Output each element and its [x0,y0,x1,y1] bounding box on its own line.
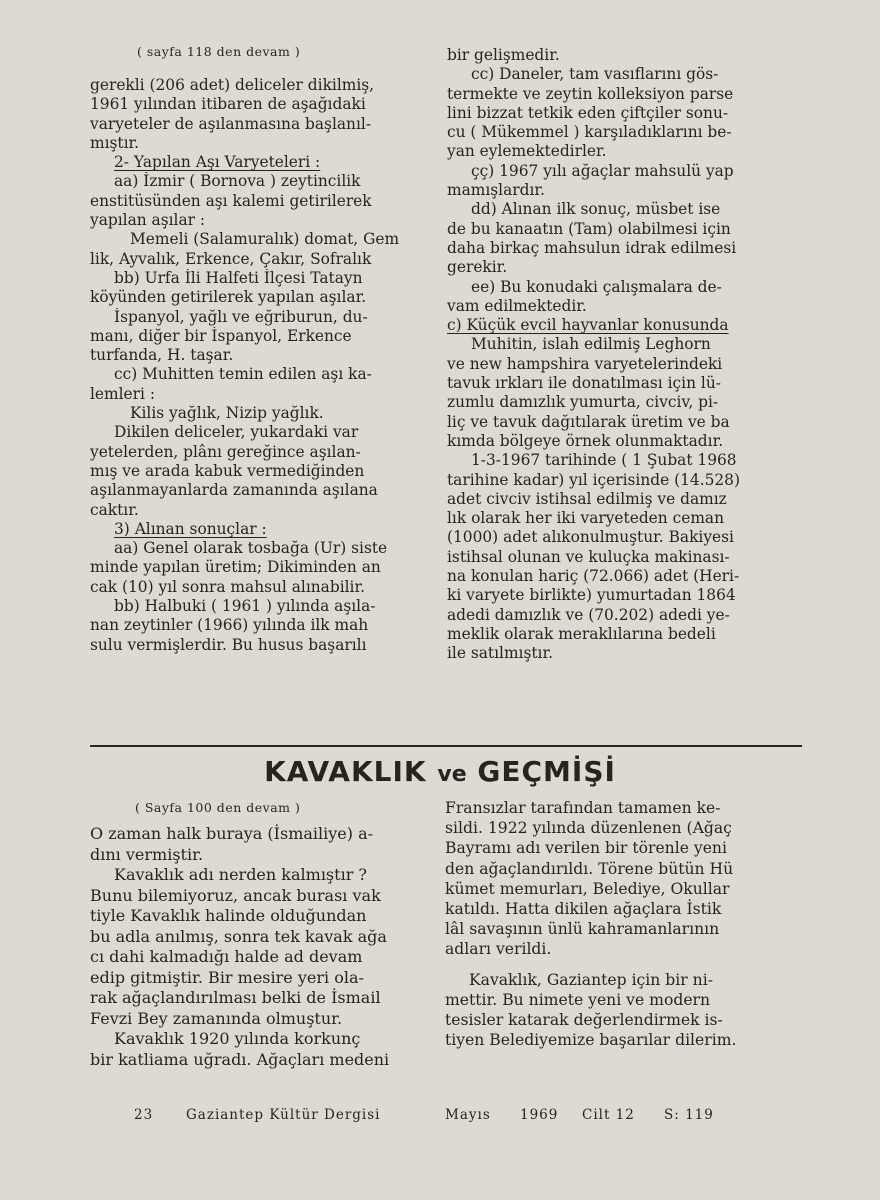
footer-page-number: 23 [134,1107,154,1123]
text-line: yapılan aşılar : [90,211,206,230]
text-line: kımda bölgeye örnek olunmaktadır. [447,431,724,450]
text-line: Fevzi Bey zamanında olmuştur. [90,1008,343,1028]
text-line: bu adla anılmış, sonra tek kavak ağa [90,926,387,946]
text-line: tarihine kadar) yıl içerisinde (14.528) [447,470,740,489]
text-line: cc) Muhitten temin edilen aşı ka- [114,365,372,384]
text-line: aa) İzmir ( Bornova ) zeytincilik [114,172,361,191]
text-line: lemleri : [90,384,156,403]
text-line: Bunu bilemiyoruz, ancak burası vak [90,885,381,905]
text-line: ki varyete birlikte) yumurtadan 1864 [447,586,736,605]
text-line: tavuk ırkları ile donatılması için lü- [447,374,721,393]
text-line: liç ve tavuk dağıtılarak üretim ve ba [447,412,730,431]
text-line: cc) Daneler, tam vasıflarını gös- [471,65,719,84]
text-line: mamışlardır. [447,181,545,200]
text-line: Kavaklık, Gaziantep için bir ni- [469,970,713,989]
text-line: nan zeytinler (1966) yılında ilk mah [90,616,369,635]
text-line: meklik olarak meraklılarına bedeli [447,624,716,643]
section-divider [90,745,802,747]
text-line: aşılanmayanlarda zamanında aşılana [90,481,378,500]
text-line: İspanyol, yağlı ve eğriburun, du- [114,307,368,326]
text-line: Bayramı adı verilen bir törenle yeni [445,839,727,858]
text-line: köyünden getirilerek yapılan aşılar. [90,288,367,307]
text-line: gerekir. [447,258,508,277]
footer-volume: Cilt 12 [582,1107,635,1123]
text-line: na konulan hariç (72.066) adet (Heri- [447,567,740,586]
text-line: caktır. [90,500,139,519]
text-line: vam edilmektedir. [447,296,587,315]
text-line: bb) Urfa İli Halfeti İlçesi Tatayn [114,268,363,287]
text-line: O zaman halk buraya (İsmailiye) a- [90,824,374,843]
footer-issue: S: 119 [664,1107,714,1123]
text-line: zumlu damızlık yumurta, civciv, pi- [447,393,719,412]
text-line: lâl savaşının ünlü kahramanlarının [445,920,720,939]
text-line: daha birkaç mahsulun idrak edilmesi [447,238,737,257]
text-line: varyeteler de aşılanmasına başlanıl- [90,114,372,133]
text-line: sildi. 1922 yılında düzenlenen (Ağaç [445,819,732,838]
text-line: c) Küçük evcil hayvanlar konusunda [447,316,729,335]
text-line: Muhitin, islah edilmiş Leghorn [471,335,711,354]
text-line: lik, Ayvalık, Erkence, Çakır, Sofralık [90,249,372,268]
top-right-column [447,46,782,664]
text-line: bir gelişmedir. [447,46,560,64]
footer-month: Mayıs [445,1107,491,1123]
text-line: bir katliama uğradı. Ağaçları medeni [90,1049,390,1069]
text-line: edip gitmiştir. Bir mesire yeri ola- [90,967,364,987]
text-line: çç) 1967 yılı ağaçlar mahsulü yap [471,161,734,180]
text-line: enstitüsünden aşı kalemi getirilerek [90,191,372,210]
text-line: 1-3-1967 tarihinde ( 1 Şubat 1968 [471,451,737,470]
text-line: Kilis yağlık, Nizip yağlık. [130,404,324,423]
continued-note-article: ( Sayfa 100 den devam ) [135,800,301,815]
text-line: Fransızlar tarafından tamamen ke- [445,799,721,817]
article-left-column [90,824,425,1070]
text-line: tiyle Kavaklık halinde olduğundan [90,906,367,925]
text-line: dını vermiştir. [90,844,204,864]
top-left-column [90,76,425,655]
text-line: lini bizzat tetkik eden çiftçiler sonu- [447,103,729,122]
text-line: adedi damızlık ve (70.202) adedi ye- [447,605,730,624]
text-line: termekte ve zeytin kolleksiyon parse [447,84,734,103]
text-line: istihsal olunan ve kuluçka makinası- [447,547,730,566]
text-line: kümet memurları, Belediye, Okullar [445,879,730,898]
text-line: aa) Genel olarak tosbağa (Ur) siste [114,539,388,558]
text-line: cu ( Mükemmel ) karşıladıklarını be- [447,123,732,142]
footer-journal: Gaziantep Kültür Dergisi [186,1107,381,1123]
text-line: Kavaklık adı nerden kalmıştır ? [114,865,367,884]
text-line: gerekli (206 adet) deliceler dikilmiş, [90,76,375,94]
text-line: Kavaklık 1920 yılında korkunç [114,1029,361,1048]
text-line: den ağaçlandırıldı. Törene bütün Hü [445,859,734,878]
text-line: lık olarak her iki varyeteden ceman [447,509,725,528]
text-line: mış ve arada kabuk vermediğinden [90,461,365,480]
text-line: bb) Halbuki ( 1961 ) yılında aşıla- [114,597,376,616]
text-line: minde yapılan üretim; Dikiminden an [90,558,381,577]
text-line: adları verildi. [445,940,552,959]
text-line: yetelerden, plânı gereğince aşılan- [90,442,361,461]
text-line: mettir. Bu nimete yeni ve modern [445,990,711,1009]
text-line: sulu vermişlerdir. Bu husus başarılı [90,635,367,654]
text-line: rak ağaçlandırılması belki de İsmail [90,988,381,1007]
continued-note-top: ( sayfa 118 den devam ) [137,44,301,59]
text-line: turfanda, H. taşar. [90,346,234,365]
text-line: 3) Alınan sonuçlar : [114,519,267,538]
text-line: ile satılmıştır. [447,644,554,663]
text-line: adet civciv istihsal edilmiş ve damız [447,489,727,508]
text-line: ee) Bu konudaki çalışmalara de- [471,277,722,296]
text-line: tesisler katarak değerlendirmek is- [445,1011,723,1030]
footer-year: 1969 [520,1107,559,1123]
text-line: manı, diğer bir İspanyol, Erkence [90,326,352,345]
text-line: mıştır. [90,133,140,152]
text-line: dd) Alınan ilk sonuç, müsbet ise [471,200,721,219]
title-joiner: ve [437,762,467,787]
text-line: yan eylemektedirler. [447,142,607,161]
text-line: cı dahi kalmadığı halde ad devam [90,947,363,966]
text-line: cak (10) yıl sonra mahsul alınabilir. [90,577,366,596]
text-line: de bu kanaatın (Tam) olabilmesi için [447,219,731,238]
article-right-column [445,798,782,1050]
text-line: 1961 yılından itibaren de aşağıdaki [90,95,366,114]
text-line: (1000) adet alıkonulmuştur. Bakiyesi [447,528,734,547]
text-line: Dikilen deliceler, yukardaki var [114,423,359,442]
article-title [0,755,880,788]
text-line: Memeli (Salamuralık) domat, Gem [130,230,400,249]
text-line: ve new hampshira varyetelerindeki [447,354,723,373]
text-line: tiyen Belediyemize başarılar dilerim. [445,1031,737,1050]
text-line: 2- Yapılan Aşı Varyeteleri : [114,153,321,172]
title-main: KAVAKLIK [264,755,427,788]
title-end: GEÇMİŞİ [477,755,616,788]
text-line: katıldı. Hatta dikilen ağaçlara İstik [445,900,722,919]
